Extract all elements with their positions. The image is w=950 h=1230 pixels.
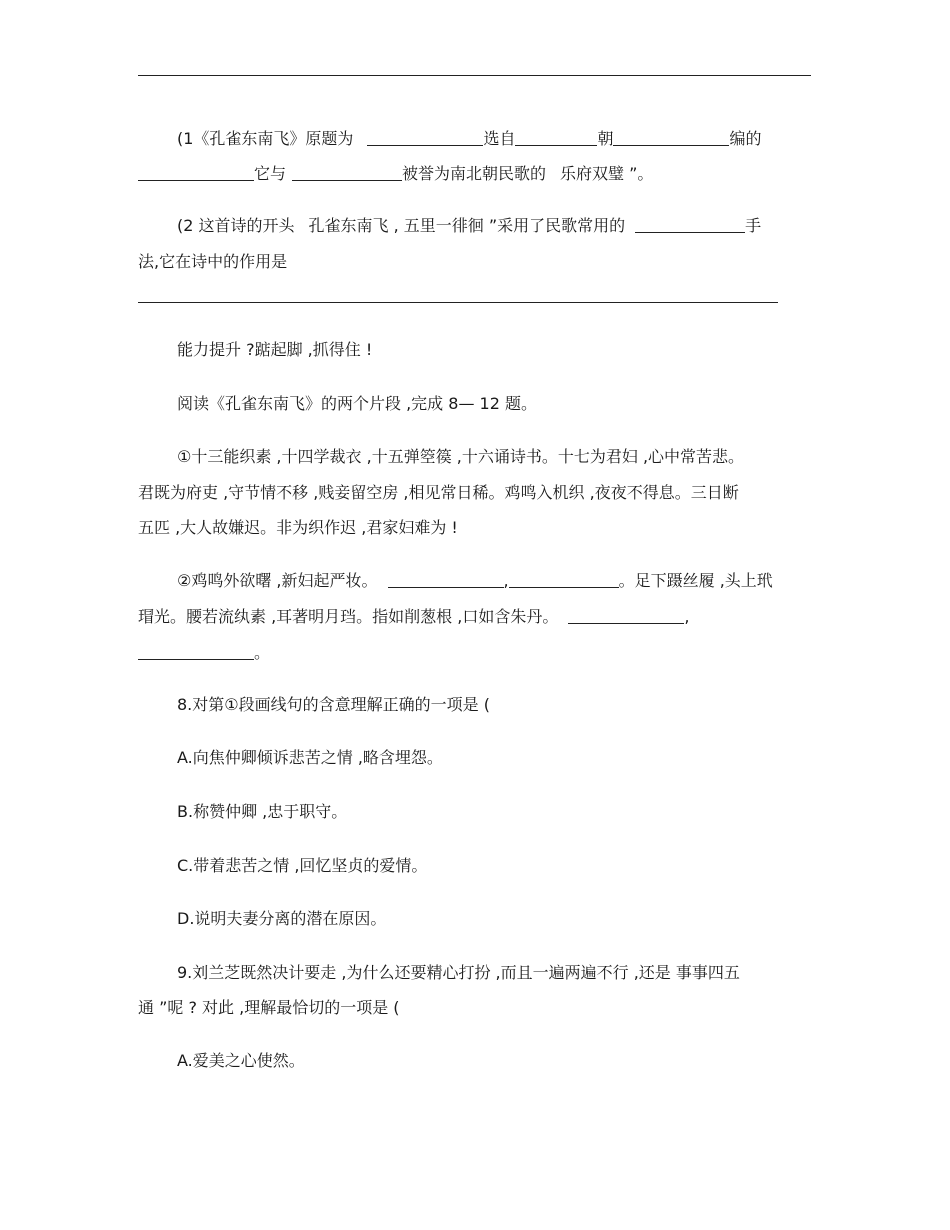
answer-blank[interactable] [509, 571, 619, 588]
question-2-answer-line[interactable] [138, 285, 778, 307]
question-8-stem: 8.对第①段画线句的含意理解正确的一项是 ( [177, 695, 490, 714]
section-heading: 能力提升 ?踮起脚 ,抓得住 ! [177, 340, 373, 359]
answer-blank[interactable] [292, 164, 402, 181]
question-8-option-d[interactable]: D.说明夫妻分离的潜在原因。 [177, 909, 387, 928]
answer-blank[interactable] [367, 129, 483, 146]
answer-blank[interactable] [138, 286, 778, 303]
answer-blank[interactable] [388, 571, 504, 588]
answer-blank[interactable] [568, 607, 684, 624]
question-8-option-c[interactable]: C.带着悲苦之情 ,回忆坚贞的爱情。 [177, 856, 428, 875]
p2-text-a: ②鸡鸣外欲曙 ,新妇起严妆。 [177, 571, 378, 590]
question-9-stem-line-1: 9.刘兰芝既然决计要走 ,为什么还要精心打扮 ,而且一遍两遍不行 ,还是 事事四五 [177, 963, 740, 982]
answer-blank[interactable] [613, 129, 729, 146]
q2-text-a: (2 这首诗的开头 [177, 216, 295, 235]
question-2-line-1 [177, 215, 761, 237]
header-rule [138, 75, 811, 76]
passage-2-line-3 [138, 642, 270, 664]
p2-text-e: , [684, 607, 690, 626]
question-8-option-b[interactable]: B.称赞仲卿 ,忠于职守。 [177, 802, 348, 821]
question-1-line-1 [177, 128, 761, 150]
passage-2-line-2 [138, 606, 689, 628]
p2-text-b: , [503, 571, 509, 590]
passage-1-line-2: 君既为府吏 ,守节情不移 ,贱妾留空房 ,相见常日稀。鸡鸣入机织 ,夜夜不得息。三日断 [138, 483, 739, 502]
p2-text-d: 瑁光。腰若流纨素 ,耳著明月珰。指如削葱根 ,口如含朱丹。 [138, 607, 559, 626]
question-9-stem-line-2: 通 ”呢 ? 对此 ,理解最恰切的一项是 ( [138, 998, 400, 1017]
answer-blank[interactable] [138, 643, 254, 660]
p2-text-c: 。足下蹑丝履 ,头上玳 [618, 571, 773, 590]
q2-text-c: 手 [745, 216, 762, 235]
q1-text-c: 朝 [597, 129, 614, 148]
passage-2-line-1 [177, 570, 773, 592]
q1-text-e: 它与 [254, 164, 287, 183]
q2-text-b: 孔雀东南飞 , 五里一徘徊 ”采用了民歌常用的 [308, 216, 626, 235]
q1-text-d: 编的 [729, 129, 762, 148]
answer-blank[interactable] [635, 216, 745, 233]
q1-text-a: (1《孔雀东南飞》原题为 [177, 129, 354, 148]
section-instruction: 阅读《孔雀东南飞》的两个片段 ,完成 8— 12 题。 [177, 394, 537, 413]
passage-1-line-1: ①十三能织素 ,十四学裁衣 ,十五弹箜篌 ,十六诵诗书。十七为君妇 ,心中常苦悲。 [177, 447, 745, 466]
question-8-option-a[interactable]: A.向焦仲卿倾诉悲苦之情 ,略含埋怨。 [177, 748, 443, 767]
passage-1-line-3: 五匹 ,大人故嫌迟。非为织作迟 ,君家妇难为 ! [138, 518, 458, 537]
question-2-line-2: 法,它在诗中的作用是 [138, 252, 288, 271]
question-1-line-2 [138, 163, 653, 185]
answer-blank[interactable] [515, 129, 597, 146]
q1-text-g: 乐府双璧 ”。 [560, 164, 654, 183]
q1-text-f: 被誉为南北朝民歌的 [402, 164, 547, 183]
q1-text-b: 选自 [483, 129, 516, 148]
question-9-option-a[interactable]: A.爱美之心使然。 [177, 1051, 305, 1070]
p2-text-f: 。 [254, 643, 271, 662]
answer-blank[interactable] [138, 164, 254, 181]
